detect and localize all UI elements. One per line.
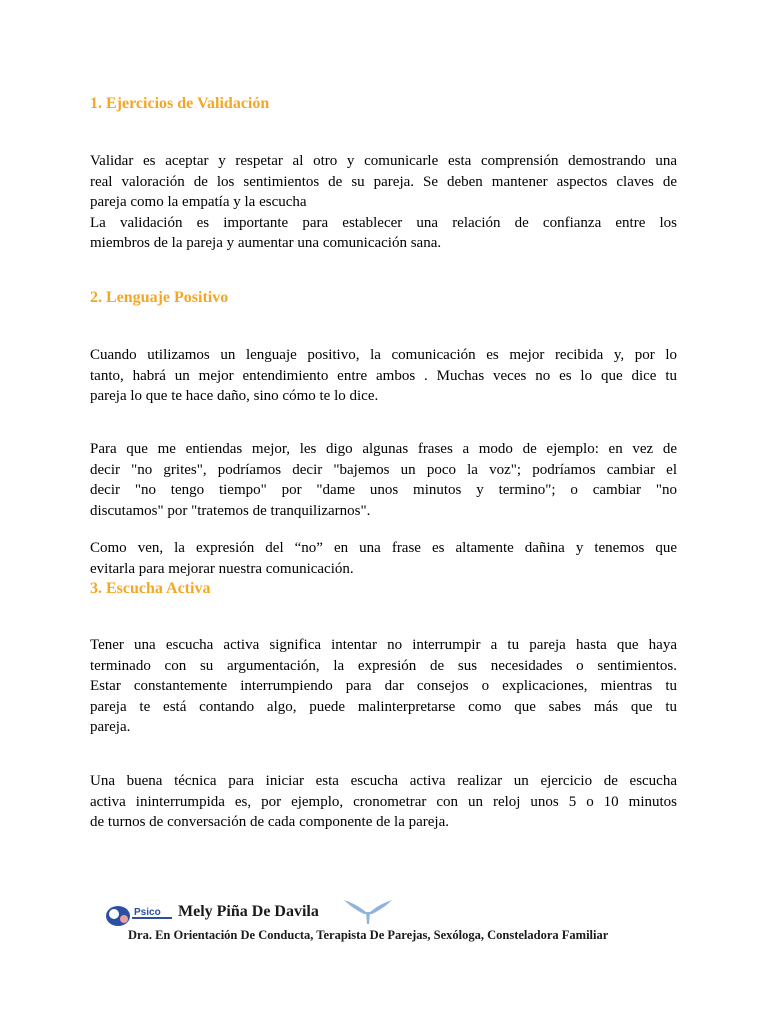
paragraph-line: La validación es importante para establecer una relación de confianza entre los: [90, 214, 677, 231]
paragraph-line: de turnos de conversación de cada componente de la pareja.: [90, 814, 450, 830]
paragraph-line: evitarla para mejorar nuestra comunicación.: [90, 560, 354, 577]
author-name: Mely Piña De Davila: [178, 903, 319, 920]
document-footer: [104, 894, 684, 954]
dove-icon: [342, 896, 394, 926]
paragraph-line: Cuando utilizamos un lenguaje positivo, la comunicación es mejor recibida y, por lo: [90, 347, 677, 363]
section-2-paragraph-2: [90, 439, 677, 521]
paragraph-line: terminado con su argumentación, la expresión de sus necesidades o sentimientos.: [90, 657, 677, 674]
paragraph-line: Como ven, la expresión del “no” en una frase es altamente dañina y tenemos que: [90, 540, 677, 556]
paragraph-line: Para que me entiendas mejor, les digo algunas frases a modo de ejemplo: en vez de: [90, 441, 677, 457]
paragraph-line: discutamos" por "tratemos de tranquilizarnos".: [90, 502, 371, 519]
section-2-heading: 2. Lenguaje Positivo: [90, 289, 229, 306]
psico-logo-text: Psico: [134, 907, 161, 918]
paragraph-line: real valoración de los sentimientos de su pareja. Se deben mantener aspectos claves de: [90, 173, 677, 190]
paragraph-line: miembros de la pareja y aumentar una comunicación sana.: [90, 235, 442, 251]
paragraph-line: Estar constantemente interrumpiendo para dar consejos o explicaciones, mientras tu: [90, 678, 677, 694]
section-1-heading: 1. Ejercicios de Validación: [90, 95, 270, 112]
paragraph-line: decir "no grites", podríamos decir "bajemos un poco la voz"; podríamos cambiar el: [90, 461, 677, 478]
section-3-heading: 3. Escucha Activa: [90, 580, 211, 597]
paragraph-line: tanto, habrá un mejor entendimiento entre ambos . Muchas veces no es lo que dice tu: [90, 367, 677, 384]
paragraph-line: Una buena técnica para iniciar esta escucha activa realizar un ejercicio de escucha: [90, 773, 677, 789]
section-2-paragraph-1: [90, 345, 677, 407]
section-2-paragraph-3: [90, 538, 677, 579]
section-3-paragraph-1: [90, 635, 677, 738]
paragraph-line: Tener una escucha activa significa intentar no interrumpir a tu pareja hasta que haya: [90, 637, 677, 653]
psico-logo-icon: [104, 902, 176, 930]
section-3-paragraph-2: [90, 771, 677, 833]
paragraph-line: pareja.: [90, 719, 131, 735]
paragraph-line: pareja lo que te hace daño, sino cómo te lo dice.: [90, 388, 379, 404]
paragraph-line: activa ininterrumpida es, por ejemplo, cronometrar con un reloj unos 5 o 10 minutos: [90, 793, 677, 810]
paragraph-line: pareja como la empatía y la escucha: [90, 194, 307, 210]
author-credentials: Dra. En Orientación De Conducta, Terapista De Parejas, Sexóloga, Consteladora Familiar: [128, 928, 609, 942]
paragraph-line: pareja te está contando algo, puede malinterpretarse como que sabes más que tu: [90, 698, 677, 715]
section-1-paragraph-1: [90, 151, 677, 254]
paragraph-line: Validar es aceptar y respetar al otro y comunicarle esta comprensión demostrando una: [90, 153, 677, 169]
paragraph-line: decir "no tengo tiempo" por "dame unos minutos y termino"; o cambiar "no: [90, 482, 677, 498]
